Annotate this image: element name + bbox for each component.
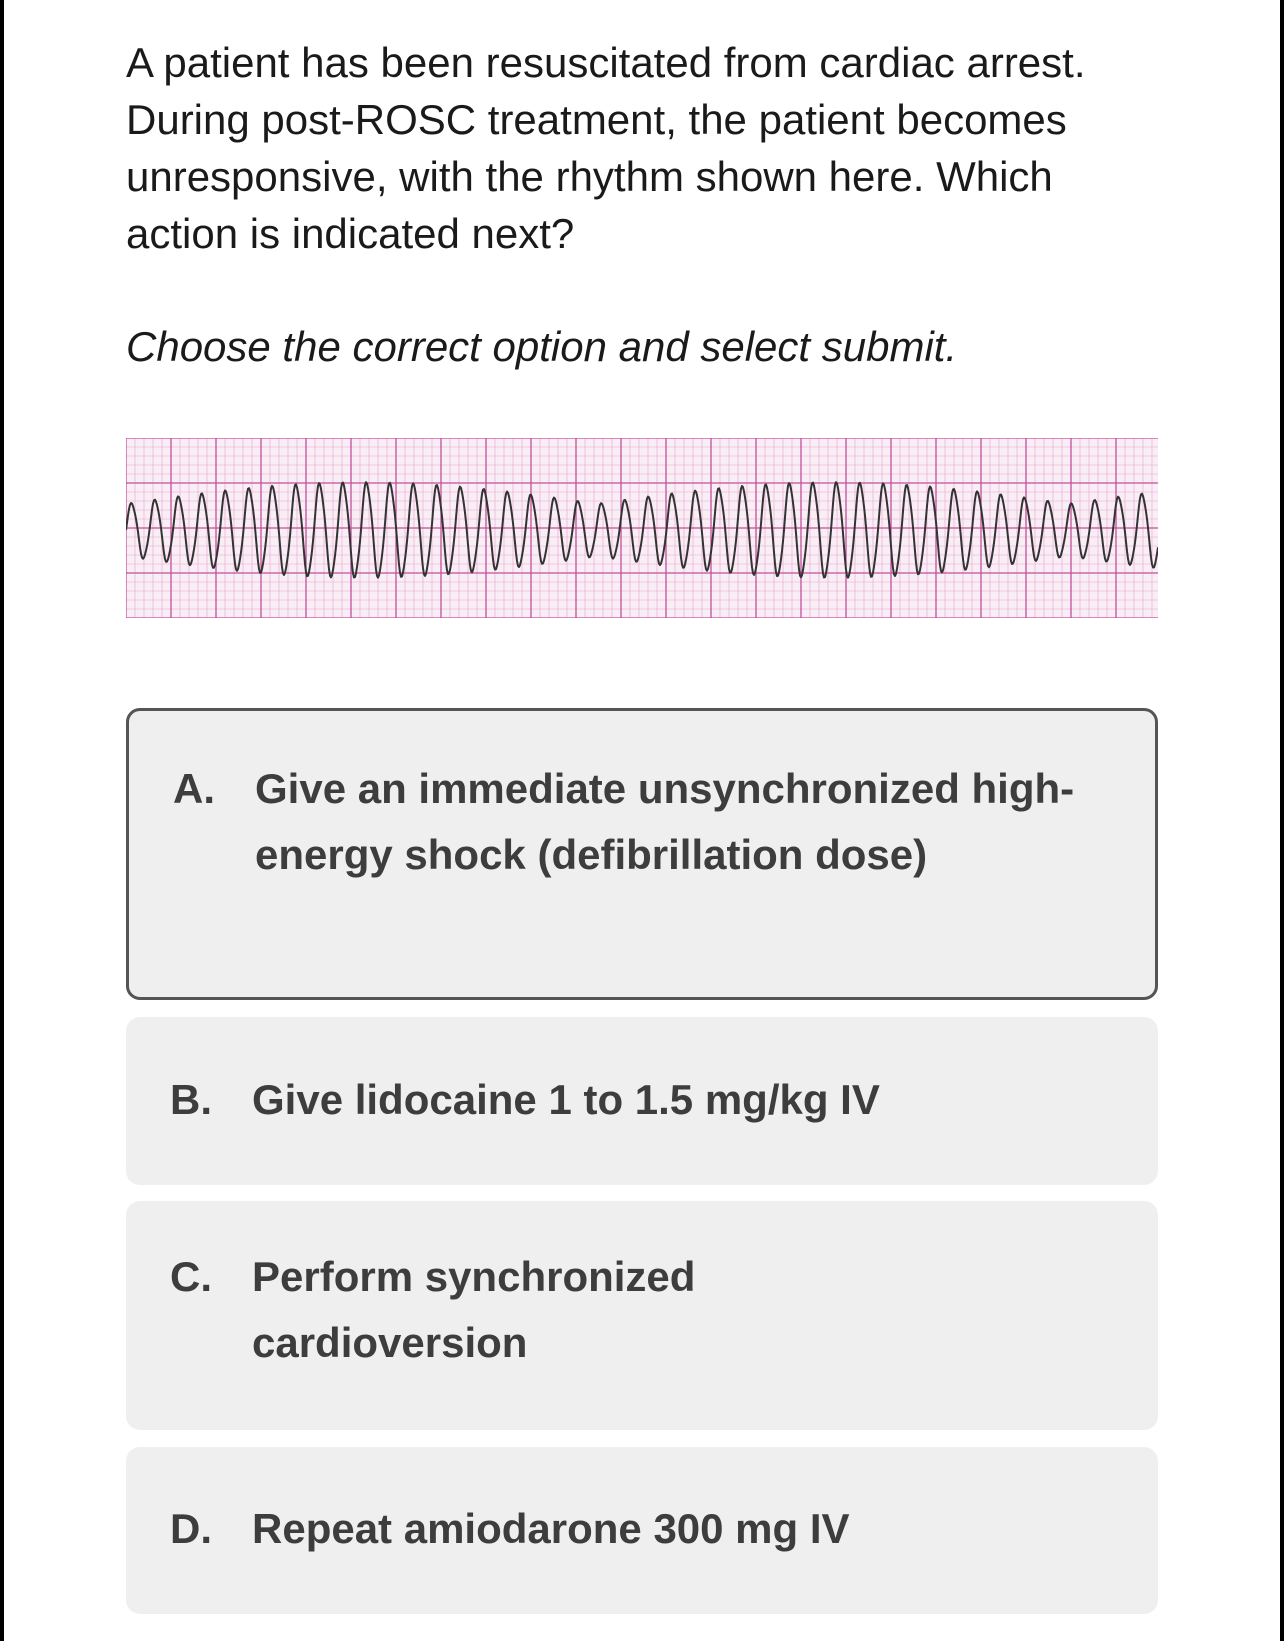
option-c-letter: C. <box>170 1253 212 1300</box>
option-d-letter: D. <box>170 1505 212 1552</box>
option-c[interactable] <box>126 1201 1158 1430</box>
ecg-rhythm-strip <box>126 438 1158 618</box>
option-b[interactable] <box>126 1017 1158 1185</box>
left-edge-border <box>0 0 4 1641</box>
option-b-letter: B. <box>170 1076 212 1123</box>
right-edge-border <box>1280 0 1284 1641</box>
option-a-letter: A. <box>173 765 215 812</box>
option-a[interactable] <box>126 708 1158 1000</box>
question-text: A patient has been resuscitated from cardiac arrest. During post-ROSC treatment, the patient becomes unresponsive, with the rhythm shown here. Which action is indicated next? <box>126 39 1086 257</box>
option-c-text: Perform synchronized cardioversion <box>252 1253 696 1366</box>
option-d-text: Repeat amiodarone 300 mg IV <box>252 1505 850 1552</box>
option-b-text: Give lidocaine 1 to 1.5 mg/kg IV <box>252 1076 880 1123</box>
option-d[interactable] <box>126 1447 1158 1614</box>
option-a-text: Give an immediate unsynchronized high-energy shock (defibrillation dose) <box>255 765 1075 878</box>
instruction-text: Choose the correct option and select submit. <box>126 323 958 370</box>
